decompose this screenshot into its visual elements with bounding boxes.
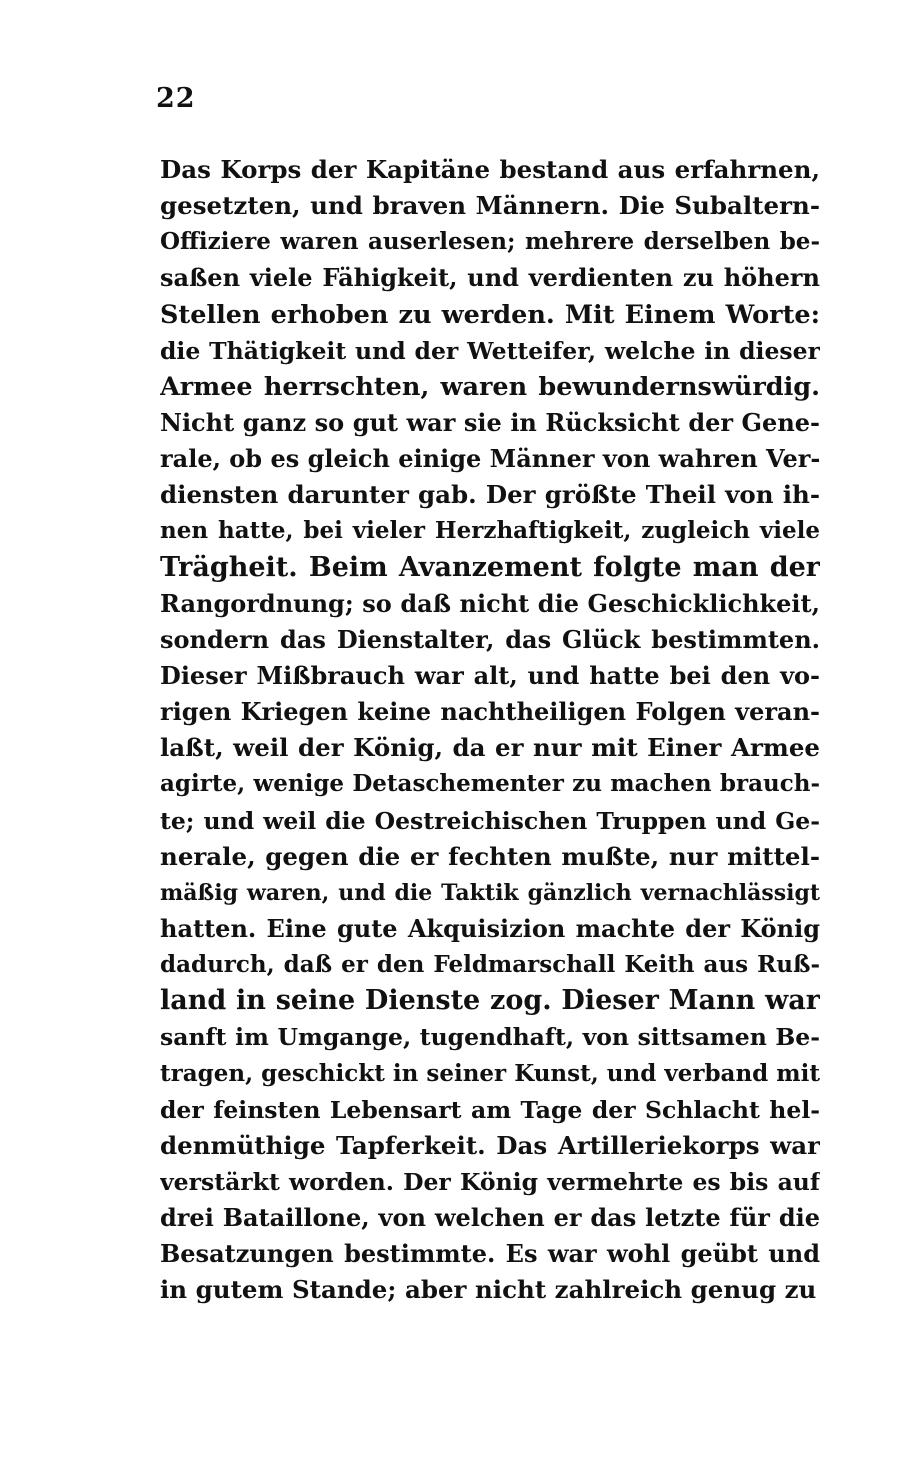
text-line: drei Bataillone, von welchen er das letzte für die: [160, 1203, 820, 1233]
text-line: Offiziere waren auserlesen; mehrere derselben be-: [160, 228, 820, 256]
text-line: rale, ob es gleich einige Männer von wahren Ver-: [160, 444, 820, 474]
text-line: dadurch, daß er den Feldmarschall Keith aus Ruß-: [160, 951, 820, 979]
text-line: Stellen erhoben zu werden. Mit Einem Worte:: [160, 299, 820, 330]
text-line: laßt, weil der König, da er nur mit Einer Armee: [160, 733, 820, 763]
text-line: die Thätigkeit und der Wetteifer, welche in dieser: [160, 336, 820, 365]
text-line: nen hatte, bei vieler Herzhaftigkeit, zugleich viele: [160, 517, 820, 545]
text-line: saßen viele Fähigkeit, und verdienten zu höhern: [160, 263, 820, 293]
text-line: sanft im Umgange, tugendhaft, von sittsamen Be-: [160, 1023, 820, 1052]
text-line: nerale, gegen die er fechten mußte, nur mittel-: [160, 841, 820, 871]
text-line: gesetzten, und braven Männern. Die Subaltern-: [160, 191, 820, 221]
text-line: verstärkt worden. Der König vermehrte es bis auf: [160, 1167, 820, 1196]
text-line: rigen Kriegen keine nachtheiligen Folgen veran-: [160, 697, 820, 727]
text-line: der feinsten Lebensart am Tage der Schlacht hel-: [160, 1095, 820, 1124]
text-line: Trägheit. Beim Avanzement folgte man der: [160, 551, 820, 583]
text-line: te; und weil die Oestreichischen Truppen und Ge-: [160, 806, 820, 835]
text-line: Nicht ganz so gut war sie in Rücksicht der Gene-: [160, 407, 820, 437]
text-line: sondern das Dienstalter, das Glück bestimmten.: [160, 624, 820, 654]
text-line: Besatzungen bestimmte. Es war wohl geübt und: [160, 1239, 820, 1269]
text-line: land in seine Dienste zog. Dieser Mann war: [160, 985, 820, 1017]
body-text: [160, 152, 820, 1309]
text-line: Das Korps der Kapitäne bestand aus erfahrnen,: [160, 155, 820, 184]
text-line: Rangordnung; so daß nicht die Geschicklichkeit,: [160, 588, 820, 618]
text-line: diensten darunter gab. Der größte Theil von ih-: [160, 480, 820, 510]
text-line: in gutem Stande; aber nicht zahlreich genug zu: [160, 1275, 817, 1305]
text-line: mäßig waren, und die Taktik gänzlich vernachlässigt: [160, 879, 820, 906]
text-line: agirte, wenige Detaschementer zu machen brauch-: [160, 770, 820, 798]
text-line: Armee herrschten, waren bewundernswürdig.: [160, 371, 820, 402]
text-line: tragen, geschickt in seiner Kunst, und verband mit: [160, 1059, 820, 1087]
page-number: 22: [156, 83, 196, 114]
text-line: hatten. Eine gute Akquisizion machte der König: [160, 913, 820, 943]
text-line: denmüthige Tapferkeit. Das Artilleriekorps war: [160, 1130, 820, 1160]
text-line: Dieser Mißbrauch war alt, und hatte bei den vo-: [160, 660, 820, 690]
